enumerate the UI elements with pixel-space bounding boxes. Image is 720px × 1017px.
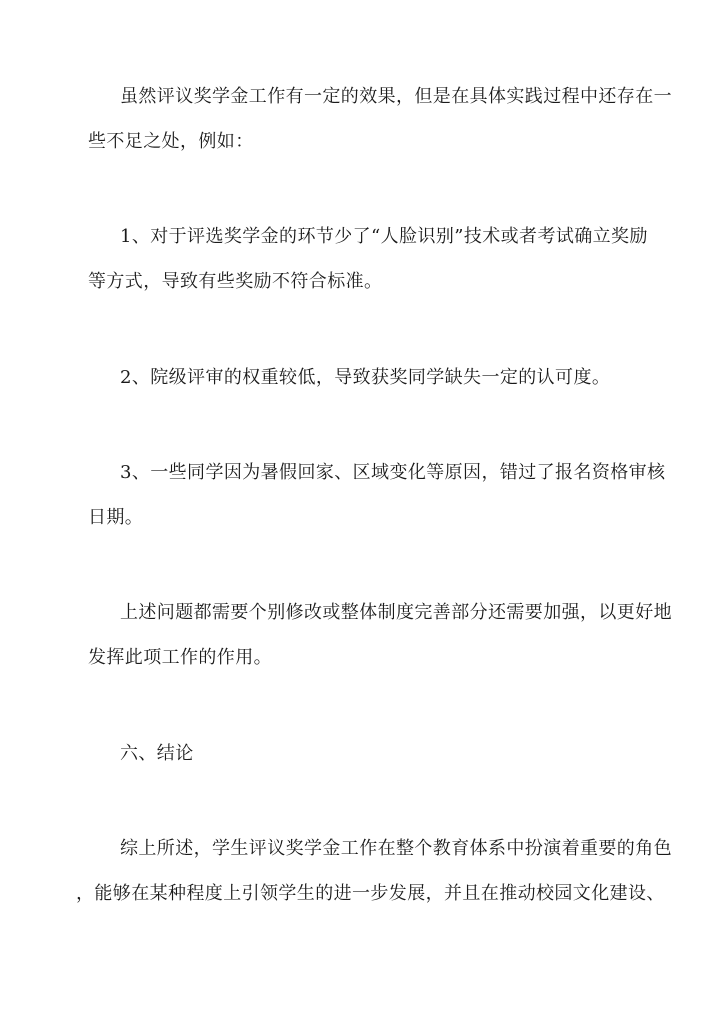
paragraph-summary — [88, 590, 672, 680]
paragraph-item-3 — [88, 450, 666, 540]
paragraph-line: 3、一些同学因为暑假回家、区域变化等原因，错过了报名资格审核 — [120, 462, 666, 483]
paragraph-line: 发挥此项工作的作用。 — [88, 647, 272, 668]
paragraph-item-1 — [88, 214, 648, 304]
section-heading-conclusion: 六、结论 — [120, 743, 194, 764]
paragraph-conclusion — [76, 826, 672, 916]
paragraph-item-2 — [88, 355, 636, 400]
paragraph-line: 综上所述，学生评议奖学金工作在整个教育体系中扮演着重要的角色 — [120, 838, 672, 859]
paragraph-line: 些不足之处，例如： — [88, 131, 254, 152]
paragraph-intro — [88, 74, 672, 164]
paragraph-line: 虽然评议奖学金工作有一定的效果，但是在具体实践过程中还存在一 — [120, 86, 672, 107]
paragraph-line: 等方式，导致有些奖励不符合标准。 — [88, 271, 383, 292]
paragraph-line: 1、对于评选奖学金的环节少了“人脸识别”技术或者考试确立奖励 — [120, 226, 648, 247]
paragraph-line: 日期。 — [88, 507, 144, 528]
paragraph-line: ，能够在某种程度上引领学生的进一步发展，并且在推动校园文化建设、 — [76, 883, 665, 904]
paragraph-line: 2、院级评审的权重较低，导致获奖同学缺失一定的认可度。 — [120, 367, 611, 388]
paragraph-line: 上述问题都需要个别修改或整体制度完善部分还需要加强，以更好地 — [120, 602, 672, 623]
